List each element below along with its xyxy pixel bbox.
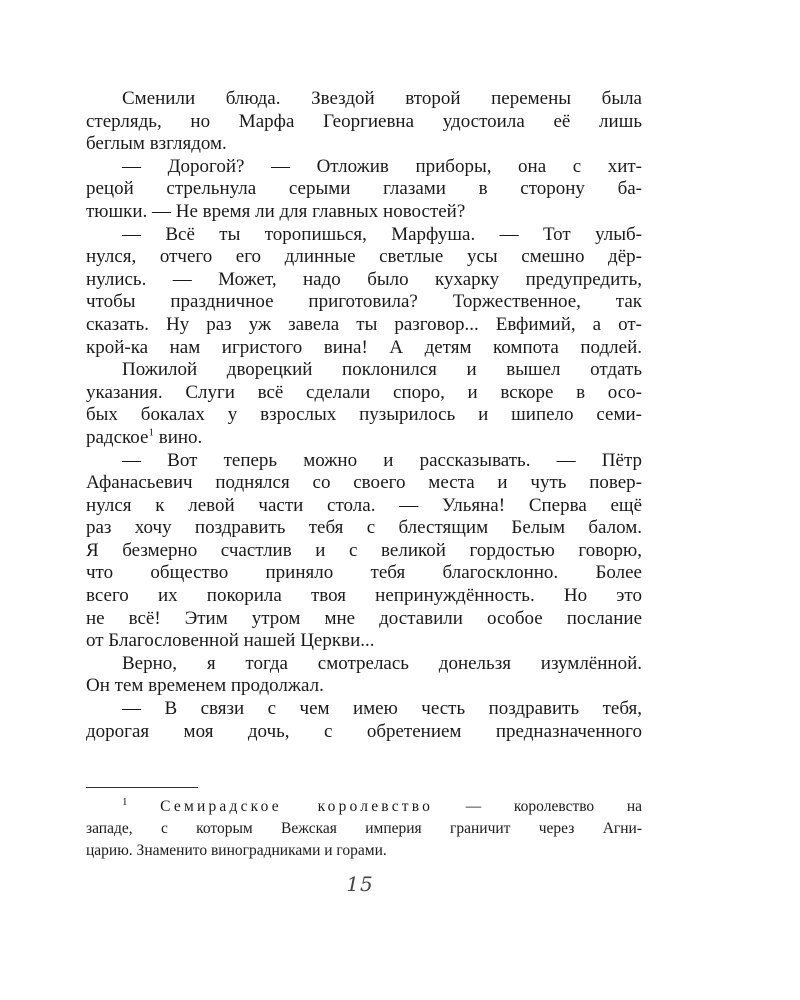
text-line: Верно, я тогда смотрелась донельзя изумлённой. [122,652,642,674]
text-line: раз хочу поздравить тебя с блестящим Белым балом. [86,517,642,539]
text-line: сказать. Ну раз уж завела ты разговор... Евфимий, а от- [86,313,642,335]
text-line: указания. Слуги всё сделали споро, и вскоре в осо- [86,381,642,403]
text-line: нулся, отчего его длинные светлые усы смешно дёр- [86,246,642,268]
footnote-term: Семирадское королевство [160,798,434,815]
text-line: бых бокалах у взрослых пузырилось и шипело семи- [86,404,642,426]
text-line: — Вот теперь можно и рассказывать. — Пётр [122,449,642,471]
text-line: Я безмерно счастлив и с великой гордостью говорю, [86,539,642,561]
footnote-marker: 1 [122,795,128,808]
text-line: дорогая моя дочь, с обретением предназначенного [86,720,642,742]
text-line: Пожилой дворецкий поклонился и вышел отдать [122,359,642,381]
footnote-line [86,796,642,818]
footnote-reference: 1 [148,426,154,439]
text-line: беглым взглядом. [86,133,227,155]
footnote-line: западе, с которым Вежская империя граничит через Агни- [86,820,642,837]
text-line: рецой стрельнула серыми глазами в сторону ба- [86,178,642,200]
text-fragment: вино. [158,426,203,448]
text-line: Он тем временем продолжал. [86,675,324,697]
text-line: всего их покорила твоя непринуждённость. Но это [86,585,642,607]
text-line: крой-ка нам игристого вина! А детям компота подлей. [86,336,642,358]
text-line: нулся к левой части стола. — Ульяна! Сперва ещё [86,494,642,516]
text-line: — Дорогой? — Отложив приборы, она с хит- [122,155,642,177]
text-line-with-footnote [86,427,642,450]
text-line: от Благословенной нашей Церкви... [86,630,375,652]
text-fragment: радское [86,426,149,448]
text-line: стерлядь, но Марфа Георгиевна удостоила её лишь [86,110,642,132]
text-line: не всё! Этим утром мне доставили особое послание [86,607,642,629]
footnote-divider [86,787,198,788]
text-line: Сменили блюда. Звездой второй перемены была [122,88,642,109]
text-line: чтобы праздничное приготовила? Торжественное, так [86,291,642,313]
text-line: нулись. — Может, надо было кухарку предупредить, [86,268,642,290]
body-text [86,88,642,743]
text-line: что общество приняло тебя благосклонно. Более [86,562,642,584]
text-line: тюшки. — Не время ли для главных новостей? [86,200,466,222]
footnote-text: — королевство на [465,798,643,815]
text-line: — В связи с чем имею честь поздравить тебя, [122,698,642,720]
page-number: 15 [346,872,374,896]
text-line: — Всё ты торопишься, Марфуша. — Тот улыб- [122,223,642,245]
footnote-line: царию. Знаменито виноградниками и горами. [86,842,387,859]
text-line: Афанасьевич поднялся со своего места и чуть повер- [86,472,642,494]
footnote [86,796,642,862]
